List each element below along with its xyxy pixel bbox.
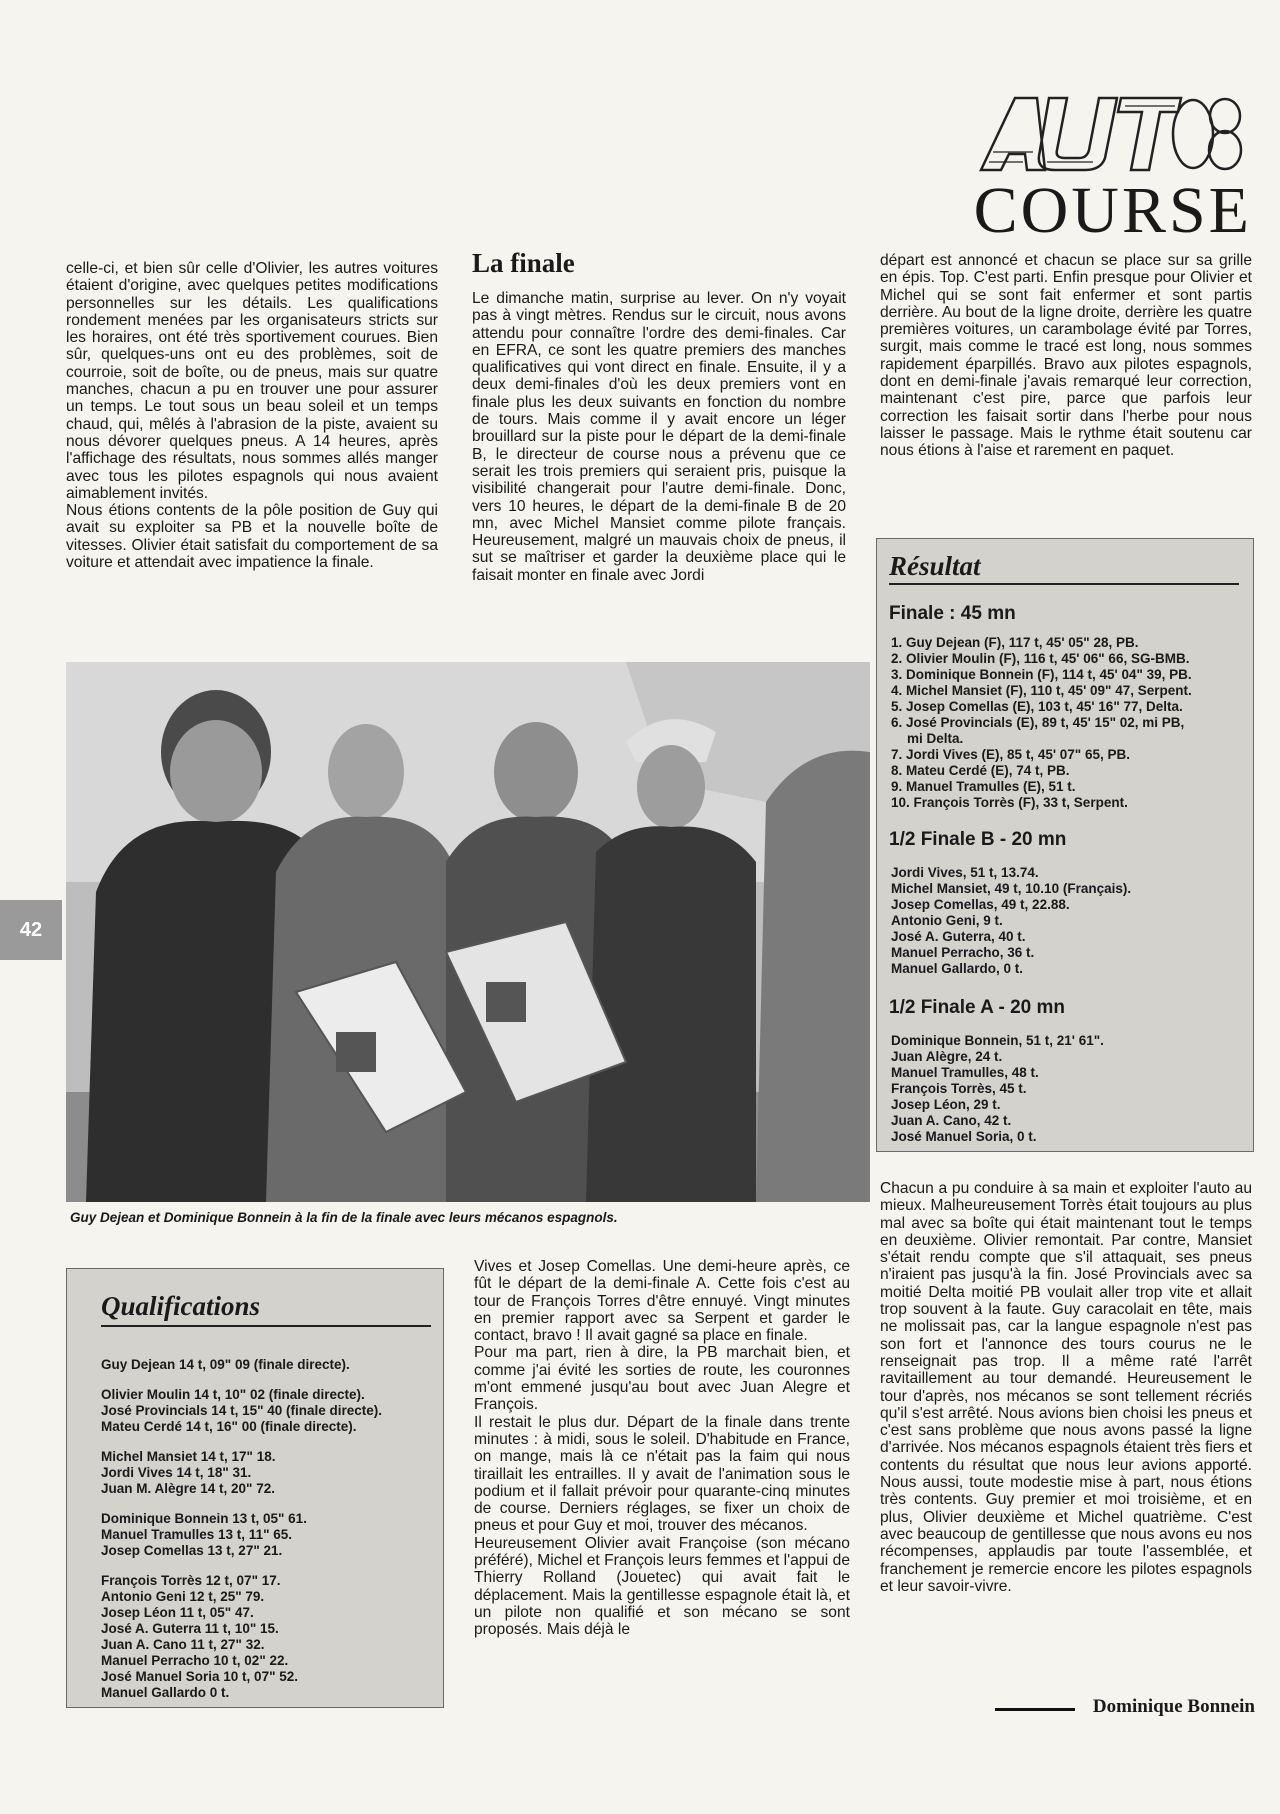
result-line: 8. Mateu Cerdé (E), 74 t, PB. [891,763,1070,778]
column-3-bottom [880,1180,1252,1595]
qualif-line: Guy Dejean 14 t, 09" 09 (finale directe). [101,1357,350,1372]
col3b-paragraph-1: Chacun a pu conduire à sa main et exploiter l'auto au mieux. Malheureusement Torrès était toujours au plus mal avec sa boîte qui était maintenant tout le temps en deuxième. Olivier remontait. Par contre, Mansiet s'était rendu compte que s'il attaquait, ses pneus n'iraient pas jusqu'à la fin. José Provincials avec sa moitié Delta moitié PB voulait aller trop vite et allait trop souvent à la faute. Guy caracolait en tête, mais ne molissait pas, car la langue espagnole n'est pas son fort et l'annonce des tours courus ne le renseignait pas trop. Il a même raté l'arrêt ravitaillement au tour demandé. Heureusement le tour d'après, nos mécanos se sont tellement récriés qu'il s'est arrêté. Nous avions bien choisi les pneus et c'est sans problème que nous avons passé la ligne d'arrivée. Nos mécanos espagnols étaient très fiers et contents du résultat que nous leur avions apporté. Nous aussi, toute modestie mise à part, nous étions très contents. Guy premier et moi troisième, et en plus, Olivier deuxième et Michel quatrième. C'est avec beaucoup de gentillesse que nous avons eu nos récompenses, applaudis par toute l'assemblée, et franchement je remercie encore les pilotes espagnols et leur savoir-vivre. [880,1180,1252,1595]
column-2-bottom [474,1258,850,1639]
qualif-line: Jordi Vives 14 t, 18" 31. [101,1465,252,1480]
qualif-line: Mateu Cerdé 14 t, 16" 00 (finale directe). [101,1419,357,1434]
finale-subtitle: Finale : 45 mn [889,603,1016,624]
result-line: 9. Manuel Tramulles (E), 51 t. [891,779,1076,794]
photo-caption: Guy Dejean et Dominique Bonnein à la fin de la finale avec leurs mécanos espagnols. [70,1210,618,1225]
signature: Dominique Bonnein [1092,1696,1255,1717]
result-line: 3. Dominique Bonnein (F), 114 t, 45' 04" 39, PB. [891,667,1192,682]
qualif-line: François Torrès 12 t, 07" 17. [101,1573,281,1588]
qualifications-box [66,1268,444,1708]
result-line: 5. Josep Comellas (E), 103 t, 45' 16" 77, Delta. [891,699,1183,714]
result-line: 10. François Torrès (F), 33 t, Serpent. [891,795,1128,810]
result-line: Jordi Vives, 51 t, 13.74. [891,865,1039,880]
column-1 [66,260,438,571]
qualif-line: José A. Guterra 11 t, 10" 15. [101,1621,279,1636]
section-title: COURSE [973,174,1252,247]
result-line: Michel Mansiet, 49 t, 10.10 (Français). [891,881,1132,896]
result-line: Manuel Gallardo, 0 t. [891,961,1024,976]
result-line: José Manuel Soria, 0 t. [891,1129,1037,1144]
qualif-line: Dominique Bonnein 13 t, 05" 61. [101,1511,307,1526]
semi-a-subtitle: 1/2 Finale A - 20 mn [889,997,1065,1018]
col1-paragraph-1: celle-ci, et bien sûr celle d'Olivier, les autres voitures étaient d'origine, avec quelques petites modifications personnelles sur les détails. Les qualifications rondement menées par les organisateurs stricts sur les horaires, ont été très sportivement courues. Bien sûr, quelques-uns ont eu des problèmes, soit de courroie, soit de boîte, ou de pneus, mais sur quatre manches, chacun a pu en trouver une pour assurer un temps. Le tout sous un beau soleil et un temps chaud, qui, mêlés à l'abrasion de la piste, avaient su nous dévorer quelques pneus. A 14 heures, après l'affichage des résultats, nous sommes allés manger avec tous les pilotes espagnols qui nous avaient aimablement invités. [66,260,438,502]
qualif-line: Manuel Perracho 10 t, 02" 22. [101,1653,289,1668]
result-line: 4. Michel Mansiet (F), 110 t, 45' 09" 47, Serpent. [891,683,1192,698]
result-line: 7. Jordi Vives (E), 85 t, 45' 07" 65, PB. [891,747,1130,762]
qualif-line: Manuel Gallardo 0 t. [101,1685,230,1700]
qualifications-title: Qualifications [101,1291,261,1321]
col2b-paragraph-2: Pour ma part, rien à dire, la PB marchait bien, et comme j'ai évité les sorties de route, les couronnes m'ont emmené jusqu'au bout avec Juan Alegre et François. [474,1344,850,1414]
semi-b-subtitle: 1/2 Finale B - 20 mn [889,829,1067,850]
column-3 [880,252,1252,460]
result-line: Dominique Bonnein, 51 t, 21' 61". [891,1033,1104,1048]
result-line: José A. Guterra, 40 t. [891,929,1026,944]
qualif-line: Michel Mansiet 14 t, 17" 18. [101,1449,276,1464]
col2b-paragraph-4: Heureusement Olivier avait Françoise (son mécano préféré), Michel et François leurs femmes et l'appui de Thierry Rolland (Jouetec) qui avait fait le déplacement. Mais la gentillesse espagnole était là, et un pilote non qualifié et son mécano se sont proposés. Mais déjà le [474,1534,850,1639]
result-line: Juan Alègre, 24 t. [891,1049,1003,1064]
result-line: mi Delta. [907,731,964,746]
qualif-line: Juan A. Cano 11 t, 27" 32. [101,1637,265,1652]
page-number: 42 [0,900,62,960]
finale-results [891,635,1192,811]
result-line: Manuel Perracho, 36 t. [891,945,1035,960]
result-line: Manuel Tramulles, 48 t. [891,1065,1039,1080]
qualif-line: Josep Comellas 13 t, 27" 21. [101,1543,283,1558]
col2b-paragraph-1: Vives et Josep Comellas. Une demi-heure après, ce fût le départ de la demi-finale A. Cette fois c'est au tour de François Torres d'être ennuyé. Vingt minutes en premier rapport avec sa Serpent et garder le contact, bravo ! Il avait gagné sa place en finale. [474,1258,850,1345]
qualifications-list [101,1357,382,1701]
logo-text: AUTO8 [975,92,979,93]
col2-paragraph-1: Le dimanche matin, surprise au lever. On n'y voyait pas à vingt mètres. Rendus sur le circuit, nous avons attendu pour connaître l'ordre des demi-finales. Car en EFRA, ce sont les quatre premiers des manches qualificatives qui vont direct en finale. Ensuite, il y a deux demi-finales d'où les deux premiers vont en finale plus les deux suivants en fonction du nombre de tours. Mais comme il y avait encore un léger brouillard sur la piste pour le départ de la demi-finale B, le directeur de course nous a prévenu que ce serait les trois premiers qui seraient pris, puisque la visibilité changerait pour l'autre demi-finale. Donc, vers 10 heures, le départ de la demi-finale B de 20 mn, avec Michel Mansiet comme pilote français. Heureusement, malgré un mauvais choix de pneus, il sut se maîtriser et garder la deuxième place qui le faisait monter en finale avec Jordi [472,290,846,584]
semi-b-results [891,865,1131,977]
qualif-line: Josep Léon 11 t, 05" 47. [101,1605,254,1620]
qualif-line: José Provincials 14 t, 15" 40 (finale directe). [101,1403,383,1418]
result-line: Josep Comellas, 49 t, 22.88. [891,897,1070,912]
col3-paragraph-1: départ est annoncé et chacun se place sur sa grille en épis. Top. C'est parti. Enfin presque pour Olivier et Michel qui se sont fait enfermer et sont partis derrière. Au bout de la ligne droite, derrière les quatre premières voitures, un carambolage évité par Torres, surgit, mais comme le tracé est long, nous sommes rapidement éparpillés. Bravo aux pilotes espagnols, dont en demi-finale j'avais remarqué leur correction, maintenant c'est pire, parce que parfois leur correction les faisait sortir dans l'herbe pour nous laisser le passage. Mais le rythme était soutenu car nous étions à l'aise et rarement en paquet. [880,252,1252,460]
resultat-title: Résultat [889,551,981,581]
result-line: 6. José Provincials (E), 89 t, 45' 15" 02, mi PB, [891,715,1185,730]
result-line: Juan A. Cano, 42 t. [891,1113,1012,1128]
qualif-line: Olivier Moulin 14 t, 10" 02 (finale directe). [101,1387,365,1402]
result-line: Josep Léon, 29 t. [891,1097,1001,1112]
qualif-line: José Manuel Soria 10 t, 07" 52. [101,1669,298,1684]
semi-a-results [891,1033,1104,1145]
result-line: 2. Olivier Moulin (F), 116 t, 45' 06" 66, SG-BMB. [891,651,1190,666]
resultat-box [876,538,1254,1152]
finale-heading: La finale [472,248,575,278]
qualif-line: Juan M. Alègre 14 t, 20" 72. [101,1481,275,1496]
column-2 [472,290,846,584]
col2b-paragraph-3: Il restait le plus dur. Départ de la finale dans trente minutes : à midi, sous le soleil. D'habitude en France, on mange, mais là ce n'était pas la faim qui nous tiraillait les entrailles. Il y avait de l'animation sous le podium et il fallait prévoir pour quarante-cinq minutes de course. Derniers réglages, se fixer un choix de pneus et pour Guy et moi, trouver des mécanos. [474,1413,850,1535]
qualif-line: Manuel Tramulles 13 t, 11" 65. [101,1527,292,1542]
result-line: 1. Guy Dejean (F), 117 t, 45' 05" 28, PB. [891,635,1139,650]
result-line: Antonio Geni, 9 t. [891,913,1003,928]
auto8-logo [975,92,1245,174]
result-line: François Torrès, 45 t. [891,1081,1027,1096]
col1-paragraph-2: Nous étions contents de la pôle position de Guy qui avait su exploiter sa PB et la nouvelle boîte de vitesses. Olivier était satisfait du comportement de sa voiture et attendait avec impatience la finale. [66,502,438,572]
qualif-line: Antonio Geni 12 t, 25" 79. [101,1589,265,1604]
team-photo [66,662,870,1202]
